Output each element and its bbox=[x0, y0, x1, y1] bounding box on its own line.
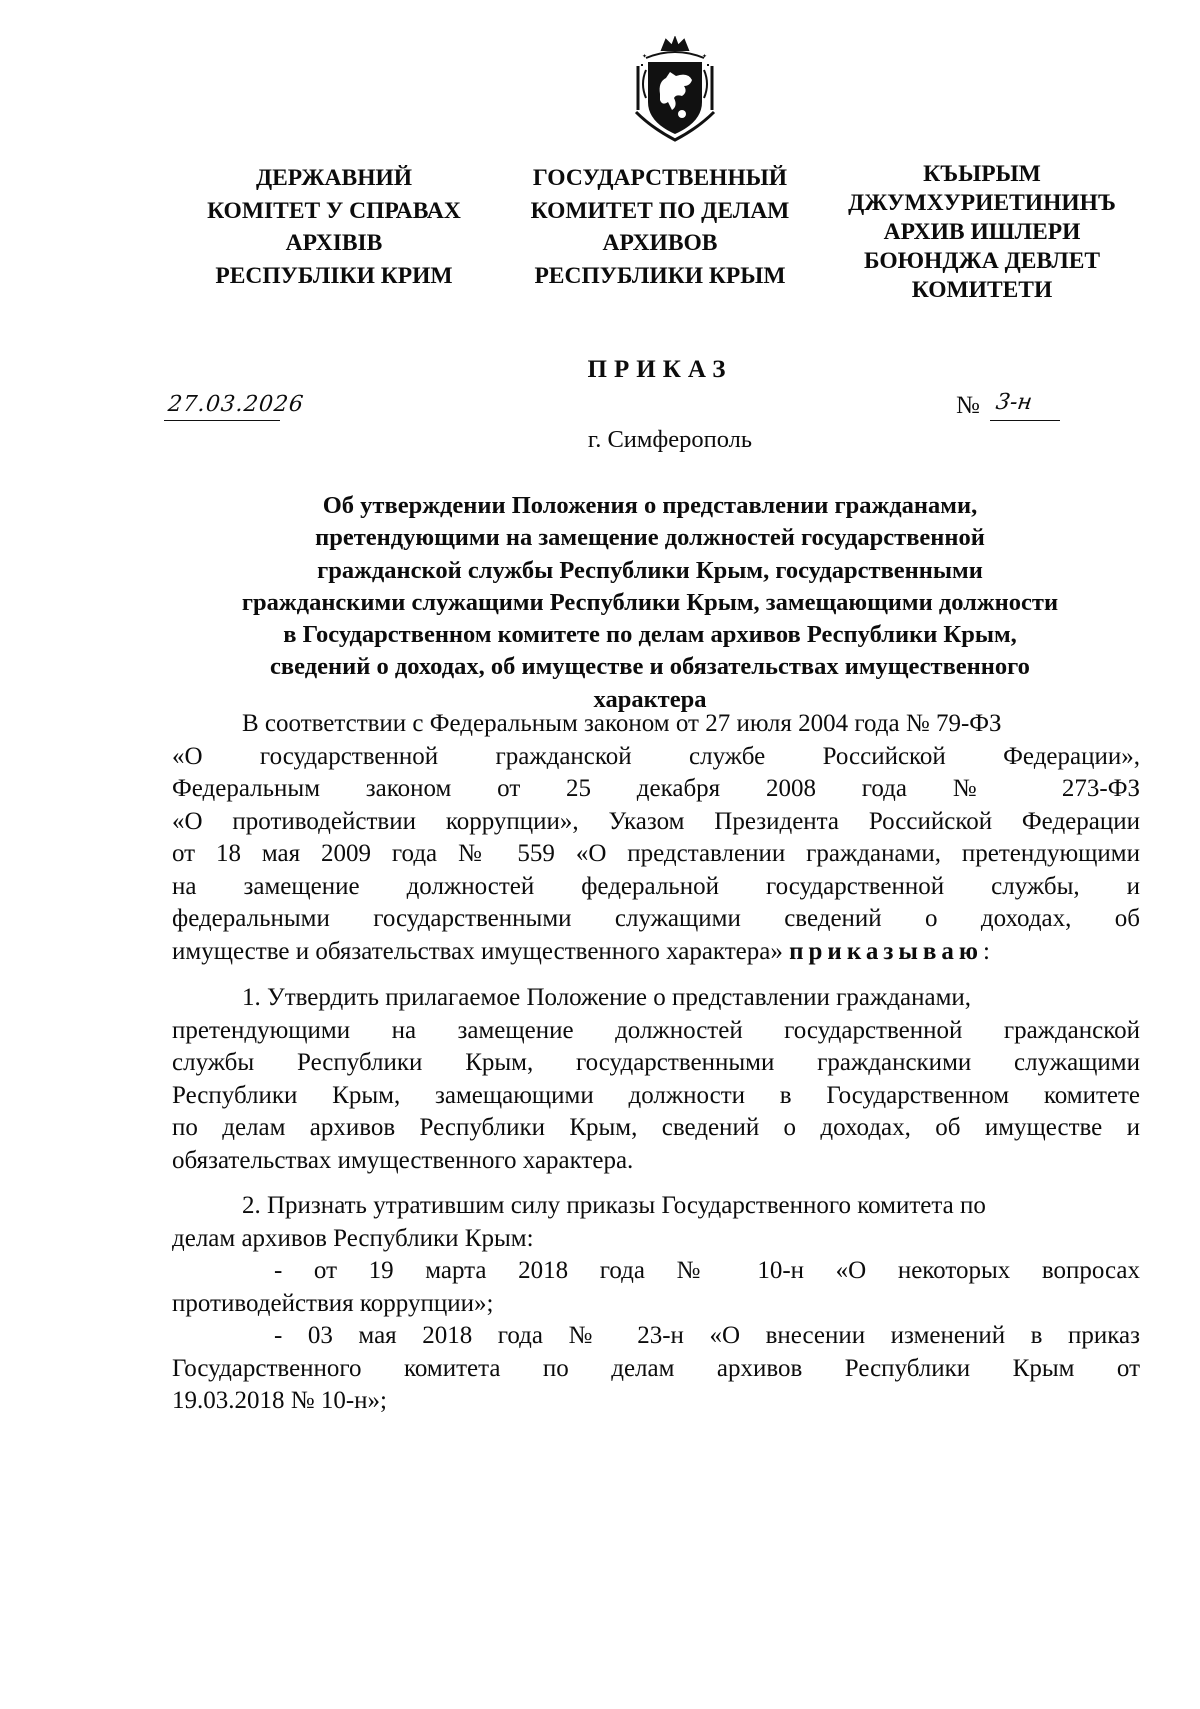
header-crimean-tatar bbox=[826, 160, 1138, 305]
text-line: обязательствах имущественного характера. bbox=[172, 1146, 634, 1174]
header-ukrainian bbox=[172, 162, 496, 292]
text-line: Федеральным законом от 25 декабря 2008 года № 273-ФЗ bbox=[172, 775, 1140, 802]
title-line: сведений о доходах, об имуществе и обязательствах имущественного bbox=[270, 653, 1030, 681]
text-line: претендующими на замещение должностей государственной гражданской bbox=[172, 1016, 1140, 1044]
svg-text:✦: ✦ bbox=[702, 54, 708, 60]
header-line: РЕСПУБЛІКИ КРИМ bbox=[215, 262, 453, 289]
item-2-paragraph bbox=[172, 1190, 1140, 1418]
header-line: РЕСПУБЛИКИ КРЫМ bbox=[534, 262, 786, 289]
command-word: приказываю bbox=[789, 937, 984, 965]
header-line: КОМИТЕТИ bbox=[911, 277, 1053, 303]
text-line: Государственного комитета по делам архивов Республики Крым от bbox=[172, 1354, 1140, 1382]
header-line: АРХИВ ИШЛЕРИ bbox=[883, 219, 1081, 245]
title-line: гражданскими служащими Республики Крым, замещающими должности bbox=[241, 588, 1059, 616]
title-line: претендующими на замещение должностей государственной bbox=[315, 524, 985, 552]
number-sign: № bbox=[956, 392, 980, 419]
title-line: характера bbox=[593, 685, 707, 713]
title-line: в Государственном комитете по делам архивов Республики Крым, bbox=[283, 621, 1017, 649]
text-line: 1. Утвердить прилагаемое Положение о представлении гражданами, bbox=[242, 984, 972, 1011]
header-line: ГОСУДАРСТВЕННЫЙ bbox=[532, 165, 788, 191]
colon: : bbox=[983, 937, 990, 965]
header-line: АРХИВОВ bbox=[602, 230, 718, 256]
date-underline bbox=[164, 420, 280, 421]
document-title bbox=[150, 490, 1150, 716]
text-line: «О противодействии коррупции», Указом Президента Российской Федерации bbox=[172, 807, 1140, 835]
text-line: Республики Крым, замещающими должности в Государственном комитете bbox=[172, 1081, 1140, 1109]
header-line: КЪЫРЫМ bbox=[923, 161, 1041, 187]
text-line: федеральными государственными служащими сведений о доходах, об bbox=[172, 905, 1140, 932]
order-title: ПРИКАЗ bbox=[587, 356, 733, 383]
header-line: КОМИТЕТ ПО ДЕЛАМ bbox=[530, 197, 790, 224]
text-line: на замещение должностей федеральной государственной службы, и bbox=[172, 872, 1140, 900]
text-line: делам архивов Республики Крым: bbox=[172, 1224, 534, 1252]
text-line bbox=[172, 936, 1140, 969]
order-date: 27.03.2026 bbox=[166, 392, 306, 417]
crimea-coat-of-arms-icon bbox=[632, 36, 718, 144]
text-line: 19.03.2018 № 10-н»; bbox=[172, 1387, 388, 1414]
text-line: от 18 мая 2009 года № 559 «О представлении гражданами, претендующими bbox=[172, 840, 1140, 867]
order-number: 3-н bbox=[994, 390, 1034, 415]
header-line: АРХІВІВ bbox=[285, 230, 383, 256]
text-line: 2. Признать утратившим силу приказы Государственного комитета по bbox=[242, 1192, 986, 1219]
header-line: КОМІТЕТ У СПРАВАХ bbox=[207, 197, 461, 224]
svg-text:✦: ✦ bbox=[642, 54, 648, 60]
preamble-last-line: имуществе и обязательствах имущественного характера» bbox=[172, 937, 783, 965]
text-line: противодействия коррупции»; bbox=[172, 1289, 494, 1317]
order-city: г. Симферополь bbox=[587, 426, 753, 453]
text-line: - 03 мая 2018 года № 23-н «О внесении изменений в приказ bbox=[274, 1322, 1140, 1349]
title-line: гражданской службы Республики Крым, государственными bbox=[317, 556, 983, 584]
header-line: ДЕРЖАВНИЙ bbox=[255, 165, 413, 191]
number-underline bbox=[990, 420, 1060, 421]
text-line: В соответствии с Федеральным законом от 27 июля 2004 года № 79-ФЗ bbox=[242, 710, 1002, 737]
text-line: «О государственной гражданской службе Российской Федерации», bbox=[172, 742, 1140, 770]
header-line: ДЖУМХУРИЕТИНИНЪ bbox=[848, 190, 1116, 216]
header-line: БОЮНДЖА ДЕВЛЕТ bbox=[863, 248, 1101, 274]
title-line: Об утверждении Положения о представлении гражданами, bbox=[322, 492, 978, 519]
item-1-paragraph bbox=[172, 982, 1140, 1177]
preamble-paragraph bbox=[172, 708, 1140, 968]
header-russian bbox=[500, 162, 820, 292]
text-line: службы Республики Крым, государственными гражданскими служащими bbox=[172, 1049, 1140, 1076]
text-line: по делам архивов Республики Крым, сведений о доходах, об имуществе и bbox=[172, 1114, 1140, 1141]
text-line: - от 19 марта 2018 года № 10-н «О некоторых вопросах bbox=[274, 1257, 1140, 1284]
